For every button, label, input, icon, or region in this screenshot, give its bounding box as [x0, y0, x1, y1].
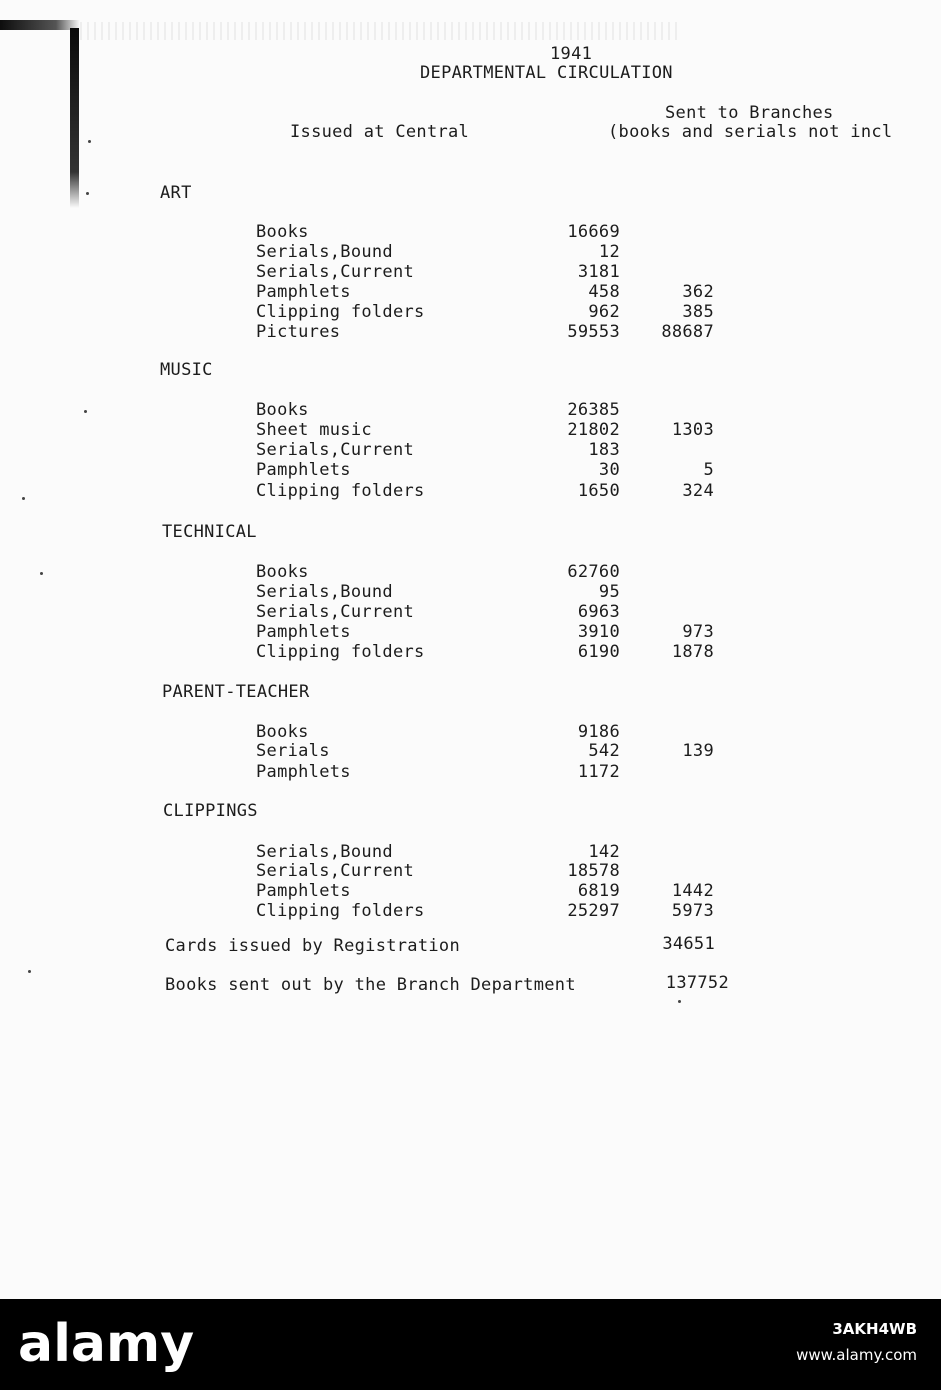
row-label: Serials,Bound: [256, 242, 393, 262]
row-central-value: 962: [588, 302, 620, 322]
row-central-value: 6190: [577, 642, 620, 662]
row-central-value: 30: [598, 460, 620, 480]
row-label: Serials,Current: [256, 861, 415, 881]
row-label: Serials,Bound: [256, 582, 393, 602]
row-central-value: 1172: [577, 762, 620, 782]
row-branches-value: 88687: [661, 322, 714, 342]
row-branches-value: 1303: [671, 420, 714, 440]
scan-noise: [80, 22, 680, 40]
watermark-url: www.alamy.com: [796, 1346, 917, 1364]
scan-edge-left: [70, 28, 79, 208]
row-label: Pamphlets: [256, 762, 351, 782]
row-label: Serials: [256, 741, 330, 761]
row-central-value: 95: [598, 582, 620, 602]
row-central-value: 3181: [577, 262, 620, 282]
row-branches-value: 5: [703, 460, 714, 480]
row-central-value: 26385: [567, 400, 620, 420]
row-label: Books: [256, 222, 309, 242]
scan-edge-top: [0, 20, 80, 30]
row-label: Sheet music: [256, 420, 372, 440]
issued-header: Issued at Central: [290, 122, 470, 142]
branch-books-label: Books sent out by the Branch Department: [165, 975, 576, 995]
row-central-value: 59553: [567, 322, 620, 342]
row-central-value: 9186: [577, 722, 620, 742]
section-heading-parent-teacher: PARENT-TEACHER: [162, 682, 310, 702]
row-label: Clipping folders: [256, 302, 425, 322]
row-label: Pamphlets: [256, 282, 351, 302]
row-branches-value: 324: [682, 481, 714, 501]
cards-label: Cards issued by Registration: [165, 936, 460, 956]
scan-speck: [678, 1000, 681, 1003]
row-label: Pamphlets: [256, 881, 351, 901]
row-central-value: 142: [588, 842, 620, 862]
row-central-value: 458: [588, 282, 620, 302]
alamy-logo-text: alamy: [18, 1315, 195, 1374]
section-heading-art: ART: [160, 183, 192, 203]
row-central-value: 12: [598, 242, 620, 262]
document-title: DEPARTMENTAL CIRCULATION: [420, 63, 673, 83]
row-label: Clipping folders: [256, 901, 425, 921]
row-branches-value: 1878: [671, 642, 714, 662]
scan-speck: [88, 140, 91, 143]
row-label: Books: [256, 400, 309, 420]
document-year: 1941: [550, 44, 593, 64]
sent-header-line2: (books and serials not incl: [608, 122, 893, 142]
row-central-value: 542: [588, 741, 620, 761]
row-label: Books: [256, 562, 309, 582]
row-central-value: 3910: [577, 622, 620, 642]
row-central-value: 18578: [567, 861, 620, 881]
row-central-value: 25297: [567, 901, 620, 921]
scan-speck: [84, 410, 87, 413]
scan-speck: [40, 572, 43, 575]
row-branches-value: 362: [682, 282, 714, 302]
row-central-value: 16669: [567, 222, 620, 242]
row-label: Clipping folders: [256, 481, 425, 501]
alamy-logo: [18, 1315, 278, 1375]
row-central-value: 6819: [577, 881, 620, 901]
scan-speck: [86, 192, 89, 195]
scan-speck: [28, 970, 31, 973]
row-label: Pamphlets: [256, 622, 351, 642]
row-branches-value: 973: [682, 622, 714, 642]
row-branches-value: 5973: [671, 901, 714, 921]
row-label: Serials,Bound: [256, 842, 393, 862]
row-label: Serials,Current: [256, 262, 415, 282]
section-heading-technical: TECHNICAL: [162, 522, 257, 542]
row-branches-value: 385: [682, 302, 714, 322]
row-branches-value: 139: [682, 741, 714, 761]
row-label: Clipping folders: [256, 642, 425, 662]
section-heading-music: MUSIC: [160, 360, 213, 380]
sent-header-line1: Sent to Branches: [665, 103, 834, 123]
scan-speck: [22, 497, 25, 500]
row-branches-value: 1442: [671, 881, 714, 901]
row-central-value: 6963: [577, 602, 620, 622]
row-central-value: 21802: [567, 420, 620, 440]
image-id: 3AKH4WB: [832, 1320, 917, 1338]
branch-books-value: 137752: [665, 973, 729, 993]
row-central-value: 62760: [567, 562, 620, 582]
row-central-value: 1650: [577, 481, 620, 501]
row-label: Pictures: [256, 322, 341, 342]
row-label: Pamphlets: [256, 460, 351, 480]
row-central-value: 183: [588, 440, 620, 460]
row-label: Serials,Current: [256, 440, 415, 460]
cards-value: 34651: [662, 934, 715, 954]
section-heading-clippings: CLIPPINGS: [163, 801, 258, 821]
row-label: Books: [256, 722, 309, 742]
row-label: Serials,Current: [256, 602, 415, 622]
